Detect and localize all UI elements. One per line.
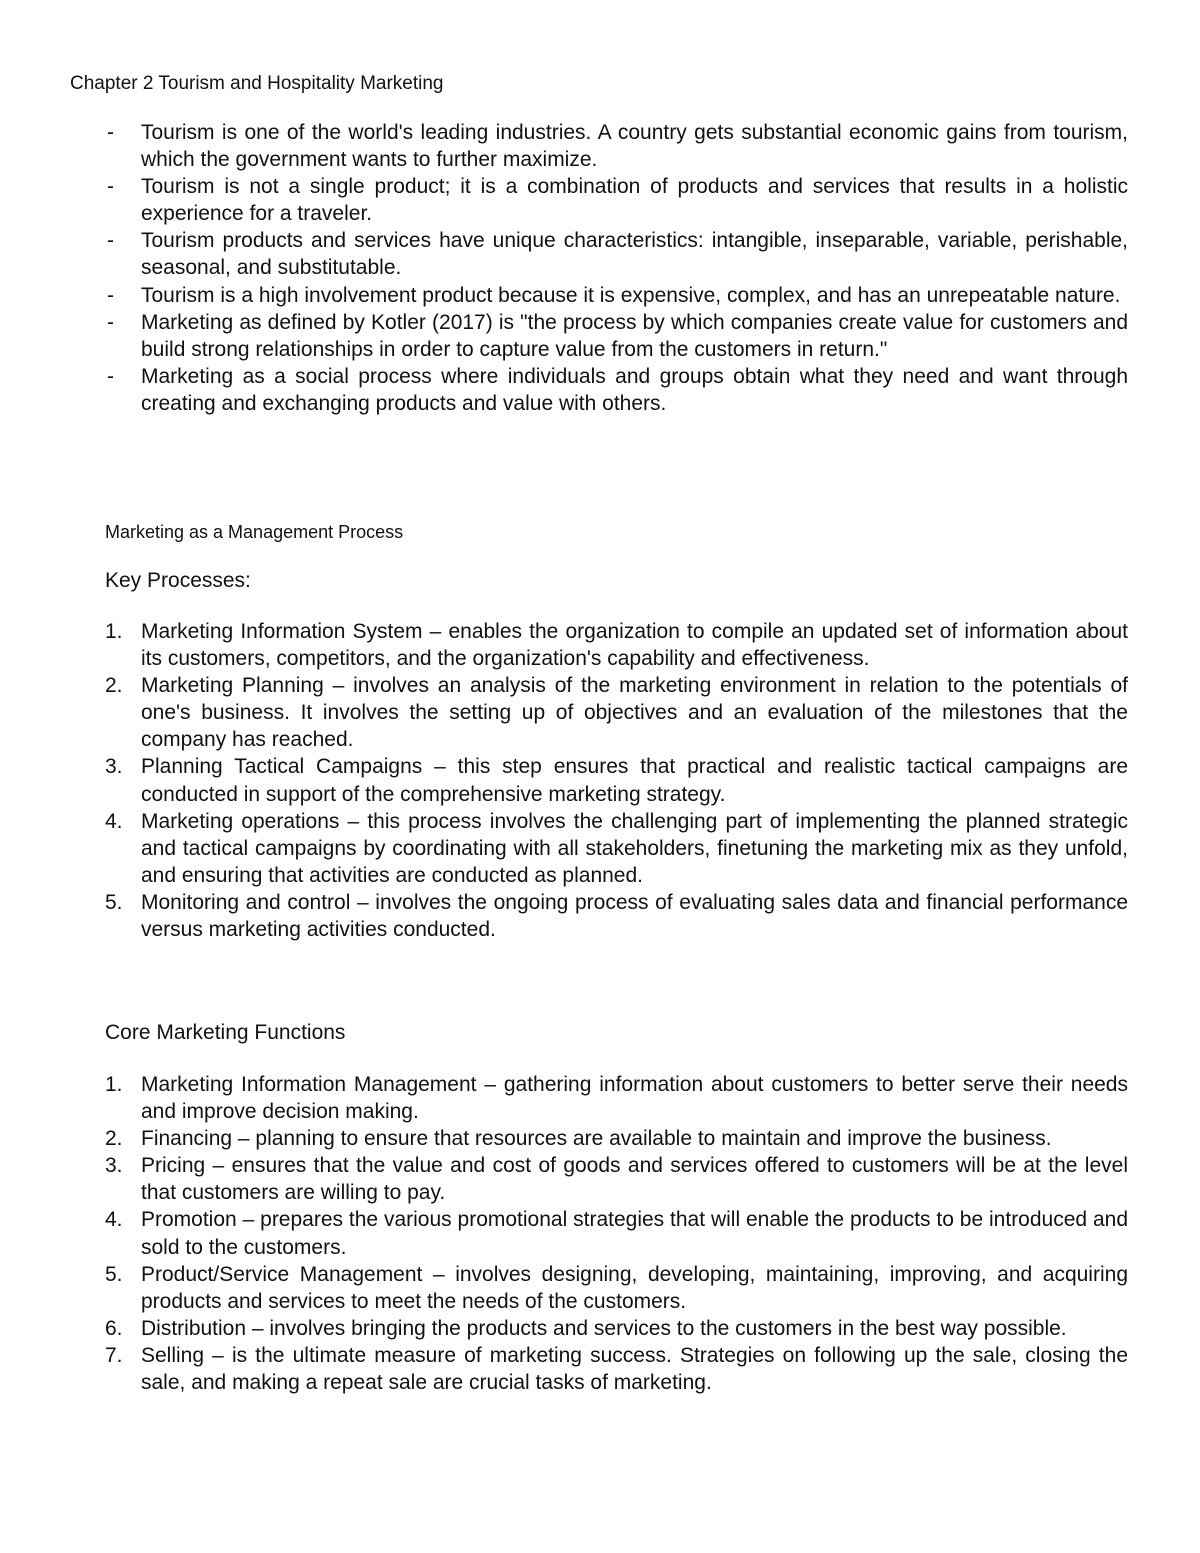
bullet-marker: - — [107, 310, 114, 334]
list-item — [105, 1261, 1128, 1315]
list-item-text: Tourism products and services have unique characteristics: intangible, inseparable, variable, perishable, seasonal, and substitutable. — [141, 229, 1128, 280]
intro-bullet-list — [105, 119, 1128, 417]
section-heading-management: Marketing as a Management Process — [105, 522, 404, 542]
list-item-text: Product/Service Management – involves designing, developing, maintaining, improving, and acquiring products and services to meet the needs of the customers. — [141, 1262, 1128, 1313]
list-number: 3. — [105, 755, 123, 779]
list-number: 1. — [105, 620, 123, 643]
list-item — [105, 227, 1128, 281]
list-item-text: Tourism is a high involvement product because it is expensive, complex, and has an unrepeatable nature. — [141, 283, 1121, 307]
list-item-text: Distribution – involves bringing the products and services to the customers in the best way possible. — [141, 1316, 1067, 1340]
list-item-text: Pricing – ensures that the value and cost of goods and services offered to customers will be at the level that customers are willing to pay. — [141, 1154, 1128, 1205]
list-item — [105, 672, 1128, 753]
list-item-text: Monitoring and control – involves the ongoing process of evaluating sales data and financial performance versus marketing activities conducted. — [141, 890, 1128, 942]
list-number: 7. — [105, 1343, 123, 1367]
list-item — [105, 282, 1128, 309]
bullet-marker: - — [107, 121, 114, 144]
list-item-text: Tourism is not a single product; it is a combination of products and services that results in a holistic experience for a traveler. — [141, 175, 1128, 226]
subheading-key-processes: Key Processes: — [105, 569, 251, 592]
list-item-text: Promotion – prepares the various promotional strategies that will enable the products to be introduced and sold to the customers. — [141, 1208, 1128, 1259]
list-item-text: Marketing Information System – enables the organization to compile an updated set of information about its customers, competitors, and the organization's capability and effectiveness. — [141, 620, 1128, 671]
list-item — [105, 1152, 1128, 1206]
list-number: 5. — [105, 1262, 123, 1286]
bullet-marker: - — [107, 175, 114, 199]
list-item — [105, 1342, 1128, 1396]
list-number: 2. — [105, 1127, 123, 1151]
core-functions-list — [105, 1071, 1128, 1396]
list-item-text: Planning Tactical Campaigns – this step ensures that practical and realistic tactical campaigns are conducted in support of the comprehensive marketing strategy. — [141, 755, 1128, 806]
key-processes-list — [105, 618, 1128, 943]
section-heading-core-functions: Core Marketing Functions — [105, 1021, 346, 1044]
list-item — [105, 753, 1128, 807]
list-item-text: Tourism is one of the world's leading industries. A country gets substantial economic gains from tourism, which the government wants to further maximize. — [141, 121, 1128, 172]
list-item — [105, 1315, 1128, 1342]
list-item — [105, 309, 1128, 363]
list-item — [105, 119, 1128, 173]
list-number: 2. — [105, 674, 123, 698]
list-item-text: Marketing Information Management – gathering information about customers to better serve their needs and improve decision making. — [141, 1073, 1128, 1124]
list-number: 1. — [105, 1073, 123, 1096]
list-item — [105, 363, 1128, 417]
list-item — [105, 173, 1128, 227]
list-item — [105, 808, 1128, 889]
bullet-marker: - — [107, 364, 114, 388]
list-item — [105, 1125, 1128, 1152]
list-item — [105, 618, 1128, 672]
list-number: 5. — [105, 890, 123, 914]
list-item-text: Marketing as a social process where individuals and groups obtain what they need and want through creating and exchanging products and value with others. — [141, 364, 1128, 415]
list-item-text: Financing – planning to ensure that resources are available to maintain and improve the business. — [141, 1127, 1052, 1151]
list-item-text: Marketing Planning – involves an analysis of the marketing environment in relation to the potentials of one's business. It involves the setting up of objectives and an evaluation of the milestones that the company has reached. — [141, 674, 1128, 752]
list-item-text: Marketing operations – this process involves the challenging part of implementing the planned strategic and tactical campaigns by coordinating with all stakeholders, finetuning the marketing mix as they unfold, and ensuring that activities are conducted as planned. — [141, 809, 1128, 887]
list-number: 4. — [105, 1208, 123, 1232]
bullet-marker: - — [107, 229, 114, 253]
list-item — [105, 1071, 1128, 1125]
list-item-text: Marketing as defined by Kotler (2017) is "the process by which companies create value for customers and build strong relationships in order to capture value from the customers in return." — [141, 310, 1128, 361]
list-item — [105, 1206, 1128, 1260]
list-number: 3. — [105, 1154, 123, 1178]
list-number: 6. — [105, 1316, 123, 1340]
bullet-marker: - — [107, 283, 114, 307]
list-item-text: Selling – is the ultimate measure of marketing success. Strategies on following up the sale, closing the sale, and making a repeat sale are crucial tasks of marketing. — [141, 1343, 1128, 1395]
page-title: Chapter 2 Tourism and Hospitality Marketing — [70, 73, 444, 94]
list-item — [105, 889, 1128, 943]
list-number: 4. — [105, 809, 123, 833]
